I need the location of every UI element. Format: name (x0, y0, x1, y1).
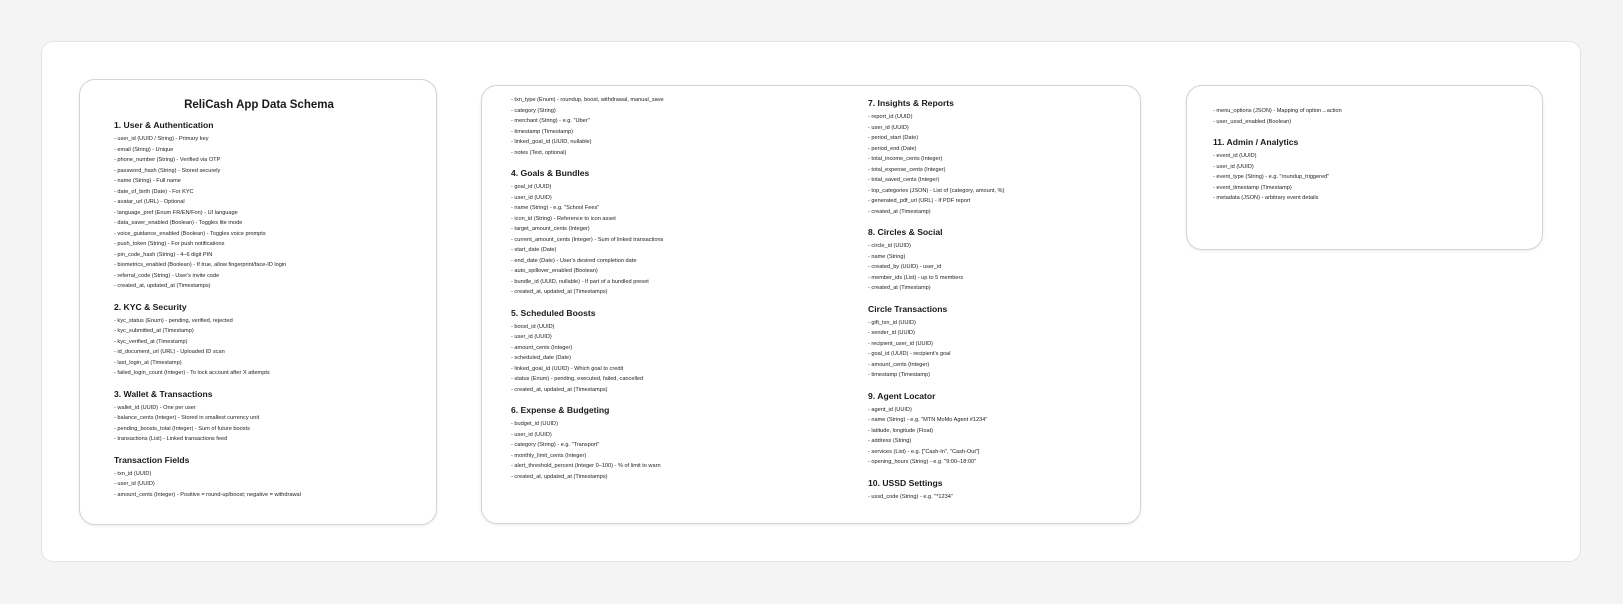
page-title: ReliCash App Data Schema (184, 99, 334, 111)
schema-card-1 (79, 79, 437, 525)
field-item: - phone_number (String) - Verified via OTP (114, 155, 424, 166)
field-item: - metadata (JSON) - arbitrary event details (1213, 193, 1513, 204)
schema-card-3 (1186, 85, 1543, 250)
field-item: - total_saved_cents (Integer) (868, 175, 1128, 186)
field-item: - total_expense_cents (Integer) (868, 165, 1128, 176)
field-item: - circle_id (UUID) (868, 241, 1128, 252)
field-item: - avatar_url (URL) - Optional (114, 197, 424, 208)
schema-section (511, 307, 841, 396)
field-item: - failed_login_count (Integer) - To lock account after X attempts (114, 368, 424, 379)
field-list (114, 403, 424, 445)
field-item: - recipient_user_id (UUID) (868, 339, 1128, 350)
field-item: - created_at, updated_at (Timestamps) (511, 385, 841, 396)
field-item: - agent_id (UUID) (868, 405, 1128, 416)
schema-section (868, 390, 1128, 468)
field-item: - name (String) - e.g. "MTN MoMo Agent #1234" (868, 415, 1128, 426)
field-item: - member_ids (List) - up to 5 members (868, 273, 1128, 284)
field-list (511, 95, 841, 158)
field-item: - last_login_at (Timestamp) (114, 358, 424, 369)
field-item: - merchant (String) - e.g. "Uber" (511, 116, 841, 127)
field-item: - biometrics_enabled (Boolean) - If true, allow fingerprint/face-ID login (114, 260, 424, 271)
field-item: - balance_cents (Integer) - Stored in smallest currency unit (114, 413, 424, 424)
field-item: - period_end (Date) (868, 144, 1128, 155)
field-item: - voice_guidance_enabled (Boolean) - Toggles voice prompts (114, 229, 424, 240)
field-item: - created_at, updated_at (Timestamps) (511, 287, 841, 298)
section-heading: 5. Scheduled Boosts (511, 307, 596, 318)
field-item: - event_id (UUID) (1213, 151, 1513, 162)
field-list (511, 419, 841, 482)
field-list (868, 318, 1128, 381)
field-item: - kyc_status (Enum) - pending, verified, rejected (114, 316, 424, 327)
schema-section (511, 167, 841, 298)
field-item: - user_id (UUID) (1213, 162, 1513, 173)
field-item: - amount_cents (Integer) (511, 343, 841, 354)
section-heading: 6. Expense & Budgeting (511, 405, 610, 415)
field-item: - gift_txn_id (UUID) (868, 318, 1128, 329)
field-item: - amount_cents (Integer) (868, 360, 1128, 371)
field-item: - report_id (UUID) (868, 112, 1128, 123)
schema-section (511, 404, 841, 482)
field-item: - menu_options (JSON) - Mapping of option→action (1213, 106, 1513, 117)
schema-section (868, 226, 1128, 294)
field-item: - scheduled_date (Date) (511, 353, 841, 364)
field-item: - pending_boosts_total (Integer) - Sum of future boosts (114, 424, 424, 435)
field-item: - user_id (UUID) (868, 123, 1128, 134)
field-item: - bundle_id (UUID, nullable) - If part of a bundled preset (511, 277, 841, 288)
field-item: - generated_pdf_url (URL) - If PDF report (868, 196, 1128, 207)
field-item: - latitude, longitude (Float) (868, 426, 1128, 437)
field-item: - data_saver_enabled (Boolean) - Toggles lite mode (114, 218, 424, 229)
field-item: - user_id (UUID) (114, 479, 424, 490)
field-list (868, 241, 1128, 294)
section-heading: 9. Agent Locator (868, 390, 936, 401)
schema-section (1213, 136, 1513, 204)
field-item: - period_start (Date) (868, 133, 1128, 144)
schema-section (511, 95, 841, 158)
field-item: - name (String) (868, 252, 1128, 263)
field-item: - status (Enum) - pending, executed, failed, cancelled (511, 374, 841, 385)
field-item: - category (String) - e.g. "Transport" (511, 440, 841, 451)
field-item: - id_document_url (URL) - Uploaded ID scan (114, 347, 424, 358)
field-item: - address (String) (868, 436, 1128, 447)
schema-section (868, 477, 1128, 503)
field-item: - end_date (Date) - User's desired completion date (511, 256, 841, 267)
section-heading: 4. Goals & Bundles (511, 168, 590, 178)
field-item: - monthly_limit_cents (Integer) (511, 451, 841, 462)
field-item: - notes (Text, optional) (511, 148, 841, 159)
card3-content (1213, 106, 1513, 213)
schema-section (868, 97, 1128, 217)
card2-right-content (868, 97, 1128, 511)
field-item: - created_at (Timestamp) (868, 207, 1128, 218)
field-item: - user_ussd_enabled (Boolean) (1213, 117, 1513, 128)
card2-left-content (511, 95, 841, 491)
field-item: - language_pref (Enum FR/EN/Fon) - UI language (114, 208, 424, 219)
field-list (114, 469, 424, 501)
field-item: - alert_threshold_percent (Integer 0–100) - % of limit to warn (511, 461, 841, 472)
field-item: - current_amount_cents (Integer) - Sum of linked transactions (511, 235, 841, 246)
field-item: - wallet_id (UUID) - One per user (114, 403, 424, 414)
schema-card-2 (481, 85, 1141, 524)
field-list (868, 405, 1128, 468)
schema-section (1213, 106, 1513, 127)
field-item: - start_date (Date) (511, 245, 841, 256)
section-heading: 2. KYC & Security (114, 301, 187, 312)
field-item: - push_token (String) - For push notifications (114, 239, 424, 250)
field-item: - date_of_birth (Date) - For KYC (114, 187, 424, 198)
field-item: - txn_id (UUID) (114, 469, 424, 480)
section-heading: 8. Circles & Social (868, 227, 943, 237)
field-list (1213, 151, 1513, 204)
field-item: - ussd_code (String) - e.g. "*1234" (868, 492, 1128, 503)
field-item: - services (List) - e.g. ["Cash-In", "Cash-Out"] (868, 447, 1128, 458)
schema-section (114, 119, 424, 292)
section-heading: 11. Admin / Analytics (1213, 137, 1299, 147)
field-item: - name (String) - e.g. "School Fees" (511, 203, 841, 214)
field-item: - budget_id (UUID) (511, 419, 841, 430)
section-heading: Transaction Fields (114, 454, 190, 465)
field-list (868, 492, 1128, 503)
field-list (511, 182, 841, 298)
field-item: - created_at, updated_at (Timestamps) (114, 281, 424, 292)
field-item: - user_id (UUID) (511, 193, 841, 204)
field-item: - opening_hours (String) - e.g. "9:00–18:00" (868, 457, 1128, 468)
section-heading: 7. Insights & Reports (868, 98, 954, 108)
field-item: - timestamp (Timestamp) (511, 127, 841, 138)
field-item: - user_id (UUID) (511, 332, 841, 343)
field-item: - transactions (List) - Linked transactions feed (114, 434, 424, 445)
field-item: - referral_code (String) - User's invite code (114, 271, 424, 282)
field-item: - txn_type (Enum) - roundup, boost, withdrawal, manual_save (511, 95, 841, 106)
field-item: - event_timestamp (Timestamp) (1213, 183, 1513, 194)
field-item: - timestamp (Timestamp) (868, 370, 1128, 381)
section-heading: 1. User & Authentication (114, 120, 214, 130)
field-item: - user_id (UUID / String) - Primary key (114, 134, 424, 145)
section-heading: Circle Transactions (868, 303, 948, 314)
field-item: - user_id (UUID) (511, 430, 841, 441)
field-item: - sender_id (UUID) (868, 328, 1128, 339)
field-item: - linked_goal_id (UUID) - Which goal to credit (511, 364, 841, 375)
field-item: - name (String) - Full name (114, 176, 424, 187)
field-item: - icon_id (String) - Reference to icon asset (511, 214, 841, 225)
field-item: - goal_id (UUID) (511, 182, 841, 193)
schema-section (114, 301, 424, 379)
field-item: - goal_id (UUID) - recipient's goal (868, 349, 1128, 360)
field-item: - email (String) - Unique (114, 145, 424, 156)
field-list (114, 316, 424, 379)
field-item: - event_type (String) - e.g. "roundup_triggered" (1213, 172, 1513, 183)
field-item: - auto_spillover_enabled (Boolean) (511, 266, 841, 277)
section-heading: 10. USSD Settings (868, 477, 943, 488)
field-item: - top_categories (JSON) - List of {category, amount, %} (868, 186, 1128, 197)
field-item: - category (String) (511, 106, 841, 117)
field-list (1213, 106, 1513, 127)
schema-section (868, 303, 1128, 381)
field-item: - pin_code_hash (String) - 4–6 digit PIN (114, 250, 424, 261)
field-item: - boost_id (UUID) (511, 322, 841, 333)
field-item: - linked_goal_id (UUID, nullable) (511, 137, 841, 148)
field-item: - created_at, updated_at (Timestamps) (511, 472, 841, 483)
schema-section (114, 454, 424, 501)
field-item: - kyc_verified_at (Timestamp) (114, 337, 424, 348)
field-item: - kyc_submitted_at (Timestamp) (114, 326, 424, 337)
field-item: - target_amount_cents (Integer) (511, 224, 841, 235)
field-list (114, 134, 424, 292)
section-heading: 3. Wallet & Transactions (114, 388, 213, 399)
field-item: - created_at (Timestamp) (868, 283, 1128, 294)
schema-section (114, 388, 424, 445)
field-list (511, 322, 841, 396)
field-item: - amount_cents (Integer) - Positive = round-up/boost; negative = withdrawal (114, 490, 424, 501)
field-item: - password_hash (String) - Stored securely (114, 166, 424, 177)
card1-content (114, 80, 424, 509)
field-item: - created_by (UUID) - user_id (868, 262, 1128, 273)
field-item: - total_income_cents (Integer) (868, 154, 1128, 165)
field-list (868, 112, 1128, 217)
